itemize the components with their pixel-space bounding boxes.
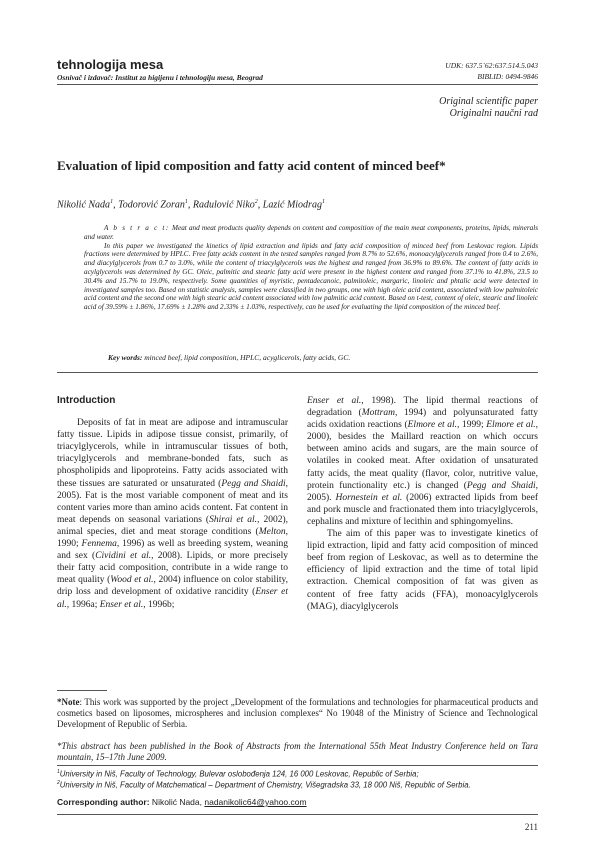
paper-type-sr: Originalni naučni rad xyxy=(449,108,538,119)
intro-paragraph-left: Deposits of fat in meat are adipose and intramuscular fatty tissue. Lipids in adipose tissue consist, primarily, of triacylglycerols, while in intramuscular tissues of both, triacylglycerols and membrane-bonded fats, such as phospholipids and lipoproteins. Fatty acids associated with these tissues are saturated or unsaturated (Pegg and Shaidi, 2005). Fat is the most variable component of meat and its content varies more than amino acids content. Fat content in meat depends on seasonal variations (Shirai et al., 2002), animal species, diet and meat storage conditions (Melton, 1990; Fennema, 1996) as well as breeding system, weaning and sex (Cividini et al., 2008). Lipids, or more precisely their fatty acid composition, contribute in a wide range to meat quality (Wood et al., 2004) influence on color stability, drip loss and development of oxidative rancidity (Enser et al., 1996a; Enser et al., 1996b; xyxy=(57,418,289,610)
paper-type-en: Original scientific paper xyxy=(439,96,538,107)
abstract-body: In this paper we investigated the kinetics of lipid extraction and lipids and fatty acid composition of minced beef from Leskovac region. Lipids fractions were determined by HPLC. Free fatty acids content in the tested samples ranged from 8.7% to 52.6%, monoacylglycerols ranged from 0.4 to 2.6%, and diacylglycerols from 0.7 to 3.0%, while the content of triacylglycerols was the highest and ranged from 36.9% to 89.6%. The content of fatty acids in acylglycerols was determined by GC. Oleic, palmitic and stearic fatty acid were present in the highest content and ranged from 37.1% to 41.8%, 23.5 to 30.4% and 15.7% to 19.0%, respectively. Some quantities of myristic, pentadecanoic, palmitoleic, margaric, linoleic and phtalic acid were detected in investigated samples too. Based on statistic analysis, samples were classified in two groups, one with high oleic acid content, associated with low palmitoleic acid content and the second one with high stearic acid content associated with low palmitic acid content. Based on t-test, content of oleic, stearic and linoleic acid of 39.59% ± 1.86%, 17.69% ± 1.28% and 2.33% ± 1.03%, respectively, can be used for evaluating the lipid composition of the minced beef. xyxy=(84,241,538,312)
funding-note xyxy=(57,697,538,731)
affiliation-rule xyxy=(57,765,538,766)
publisher-line: Osnivač i izdavač: Institut za higijenu i tehnologiju mesa, Beograd xyxy=(57,73,263,82)
corr-label: Corresponding author: xyxy=(57,797,150,807)
abstract-intro: Meat and meat products quality depends on content and composition of the main meat components, proteins, lipids, minerals and water. xyxy=(84,224,539,241)
note-text: : This work was supported by the project „Development of the formulations and technologies for pharmaceutical products and cosmetics based on liposomes, microspheres and inclusion complexes“ No 19048 of the Ministry of Science and Technological Development of Republic of Serbia. xyxy=(57,697,538,730)
intro-paragraph-continued: Enser et al., 1998). The lipid thermal reactions of degradation (Mottram, 1994) and polyunsaturated fatty acids oxidation reactions (Elmore et al., 1999; Elmore et al., 2000), besides the Maillard reaction on which occurs between amino acids and sugars, are the main source of volatiles in cooked meat. After oxidation of unsaturated fatty acids, the meat quality (flavor, color, nutritive value, protein functionality etc.) is changed (Pegg and Shaidi, 2005). Hornestein et al. (2006) extracted lipids from beef and pork muscle and fractionated them into triacylglycerols, cephalins and mixture of lecithin and sphingomyelins. xyxy=(307,396,539,527)
corresponding-author xyxy=(57,797,307,807)
abstract-rule xyxy=(57,372,538,373)
author-list: Nikolić Nada$^1$, Todorović Zoran$^1$, Radulović Niko$^2$, Lazić Miodrag$^1$ xyxy=(57,199,325,211)
author-affiliation-mark: 1 xyxy=(321,199,325,205)
paper-title: Evaluation of lipid composition and fatty acid content of minced beef* xyxy=(57,158,446,173)
keywords-label: Key words: xyxy=(108,353,143,362)
affiliation-text: University in Niš, Faculty of Matchematical – Department of Chemistry, Višegradska 33, 18 000 Niš, Republic of Serbia. xyxy=(59,780,471,790)
affiliation-2 xyxy=(57,780,538,790)
corr-name: Nikolić Nada, xyxy=(149,797,205,807)
bibid-code: BIBLID: 0494-9846 xyxy=(477,72,538,81)
author-affiliation-mark: 1 xyxy=(184,199,188,205)
affiliation-mark: 2 xyxy=(57,780,60,786)
page-number: 211 xyxy=(524,822,538,832)
abstract-label: A b s t r a c t: xyxy=(104,224,170,232)
publication-note: *This abstract has been published in the Book of Abstracts from the International 55th Meat Industry Conference held on Tara mountain, 15–17th June 2009. xyxy=(57,741,538,763)
corr-email-link[interactable]: nadanikolic64@yahoo.com xyxy=(204,797,307,807)
author-name: Radulović Niko xyxy=(192,199,255,211)
footer-rule xyxy=(57,814,538,815)
section-heading: Introduction xyxy=(57,395,116,406)
author-name: Nikolić Nada xyxy=(57,199,111,211)
author-affiliation-mark: 2 xyxy=(254,199,258,205)
affiliation-text: University in Niš, Faculty of Technology, Bulevar oslobođenja 124, 16 000 Leskovac, Republic of Serbia; xyxy=(59,769,419,779)
author-name: Todorović Zoran xyxy=(118,199,185,211)
author-name: Lazić Miodrag xyxy=(262,199,322,211)
intro-paragraph-aim: The aim of this paper was to investigate kinetics of lipid extraction, lipid and fatty acid composition of minced beef from region of Leskovac, as well as to determine the efficiency of lipid extraction and the time of total lipid extraction. Chemical composition of fat was given as content of free fatty acids (FFA), monoacylglycerols (MAG), diacylglycerols xyxy=(307,529,538,612)
paper-type xyxy=(439,96,538,120)
left-column xyxy=(57,395,288,611)
udk-code: UDK: 637.5`62:637.514.5.043 xyxy=(445,61,538,70)
affiliation-mark: 1 xyxy=(57,769,60,775)
footnote-rule xyxy=(57,690,107,691)
keywords-text: minced beef, lipid composition, HPLC, acyglicerols, fatty acids, GC. xyxy=(144,353,351,362)
note-label: *Note xyxy=(57,697,80,707)
header-rule xyxy=(57,84,538,85)
keywords xyxy=(108,353,538,362)
affiliation-1 xyxy=(57,769,538,779)
right-column xyxy=(307,395,538,613)
abstract xyxy=(84,224,538,312)
journal-name: tehnologija mesa xyxy=(57,57,164,72)
author-affiliation-mark: 1 xyxy=(110,199,114,205)
